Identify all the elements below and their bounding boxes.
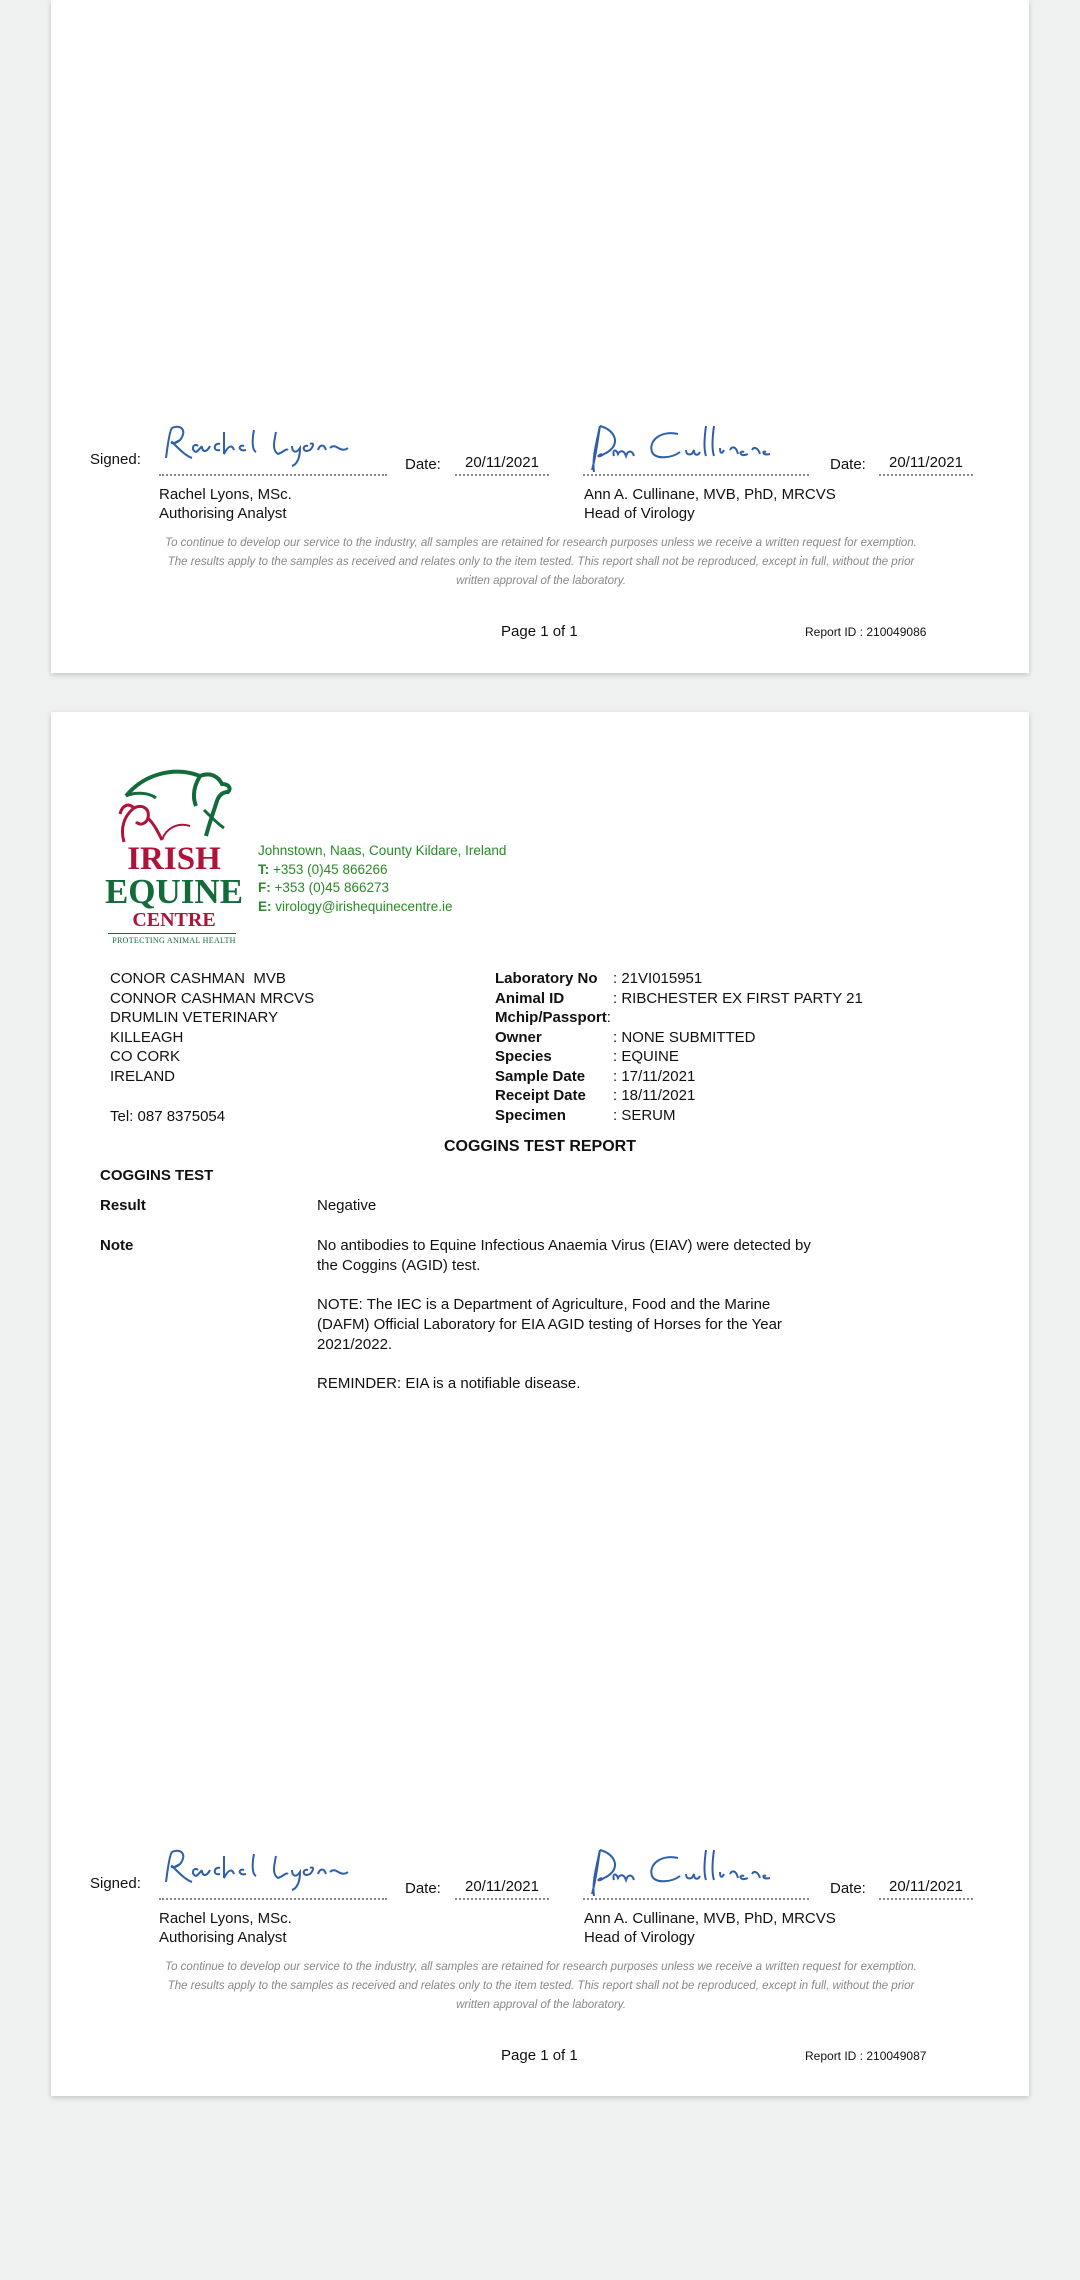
date-label: Date: — [405, 456, 441, 473]
signer-2-name: Ann A. Cullinane, MVB, PhD, MRCVS — [584, 486, 836, 503]
date-label: Date: — [405, 1880, 441, 1897]
field-label: Sample Date — [495, 1067, 586, 1085]
note-line: NOTE: The IEC is a Department of Agriculture, Food and the Marine — [317, 1296, 771, 1313]
field-label: Specimen — [495, 1106, 566, 1124]
signature-date-2: 20/11/2021 — [889, 1878, 963, 1895]
note-label: Note — [100, 1237, 134, 1254]
disclaimer-line-1: To continue to develop our service to the industry, all samples are retained for research purposes unless we receive a written request for exemption. — [165, 537, 917, 549]
signature-ann-cullinane — [582, 1844, 792, 1899]
signature-date-1: 20/11/2021 — [465, 1878, 539, 1895]
recipient-line: IRELAND — [110, 1067, 176, 1085]
disclaimer-line-3: written approval of the laboratory. — [456, 1999, 626, 2011]
disclaimer — [141, 1958, 941, 2015]
sample-info-row — [495, 1028, 863, 1048]
fax-label: F: — [258, 880, 271, 895]
date-line-2 — [879, 1898, 973, 1900]
sample-info-row — [495, 989, 863, 1009]
signed-label: Signed: — [90, 451, 141, 468]
disclaimer-line-3: written approval of the laboratory. — [456, 575, 626, 587]
phone-label: T: — [258, 861, 270, 877]
logo-tagline: PROTECTING ANIMAL HEALTH — [112, 936, 236, 945]
sample-info-row — [495, 1086, 863, 1106]
disclaimer-line-2: The results apply to the samples as received and relates only to the item tested. This report shall not be reproduced, except in full, without the prior — [167, 556, 915, 568]
signer-2-block — [584, 1909, 836, 1947]
signer-1-title: Authorising Analyst — [159, 505, 287, 522]
logo-equine: EQUINE — [104, 872, 244, 911]
page-number: Page 1 of 1 — [501, 623, 578, 640]
field-label: Laboratory No — [495, 970, 598, 987]
report-id: Report ID : 210049086 — [805, 625, 927, 639]
date-line-2 — [879, 474, 973, 476]
irish-equine-centre-logo — [104, 762, 244, 962]
logo-centre: CENTRE — [132, 909, 216, 931]
logo-divider — [108, 933, 236, 934]
report-page-2 — [51, 712, 1029, 2096]
signed-label: Signed: — [90, 1875, 141, 1892]
field-label: Species — [495, 1048, 552, 1065]
result-value: Negative — [317, 1197, 377, 1214]
signer-1-block — [159, 1909, 292, 1947]
sample-info-row — [495, 1067, 863, 1087]
field-value: : NONE SUBMITTED — [613, 1028, 756, 1046]
sample-info — [495, 969, 863, 1125]
recipient-line: DRUMLIN VETERINARY — [110, 1009, 279, 1026]
report-title: COGGINS TEST REPORT — [443, 1138, 636, 1155]
signer-1-title: Authorising Analyst — [159, 1929, 287, 1946]
note-text — [317, 1236, 877, 1394]
field-value: : SERUM — [613, 1106, 676, 1124]
contact-address: Johnstown, Naas, County Kildare, Ireland — [258, 843, 507, 858]
recipient-address — [110, 969, 314, 1086]
field-value: : 21VI015951 — [613, 970, 703, 987]
contact-block — [258, 842, 506, 916]
date-line-1 — [455, 474, 549, 476]
field-label: Mchip/Passport — [495, 1009, 607, 1026]
date-label: Date: — [830, 456, 866, 473]
signer-1-block — [159, 485, 292, 523]
sample-info-row — [495, 969, 863, 989]
signature-rachel-lyons — [158, 1844, 358, 1894]
field-value: : EQUINE — [613, 1048, 679, 1065]
recipient-line: CONNOR CASHMAN MRCVS — [110, 989, 315, 1007]
signer-1-name: Rachel Lyons, MSc. — [159, 1910, 292, 1927]
report-id: Report ID : 210049087 — [805, 2049, 927, 2063]
signature-line-2 — [583, 474, 809, 476]
recipient-tel: Tel: 087 8375054 — [110, 1108, 226, 1125]
note-line: No antibodies to Equine Infectious Anaemia Virus (EIAV) were detected by — [317, 1237, 811, 1254]
phone-number: +353 (0)45 866266 — [273, 861, 388, 877]
signer-2-name: Ann A. Cullinane, MVB, PhD, MRCVS — [584, 1910, 836, 1927]
sample-info-row — [495, 1008, 863, 1028]
field-label: Animal ID — [495, 989, 565, 1007]
email-address: virology@irishequinecentre.ie — [275, 898, 453, 914]
date-line-1 — [455, 1898, 549, 1900]
signer-2-block — [584, 485, 836, 523]
field-label: Owner — [495, 1028, 542, 1046]
signer-2-title: Head of Virology — [584, 1929, 695, 1946]
note-line: REMINDER: EIA is a notifiable disease. — [317, 1375, 581, 1392]
note-line: (DAFM) Official Laboratory for EIA AGID testing of Horses for the Year — [317, 1316, 782, 1333]
report-page-1 — [51, 0, 1029, 673]
signature-date-1: 20/11/2021 — [465, 454, 539, 471]
field-value: : 18/11/2021 — [613, 1087, 696, 1104]
signature-rachel-lyons — [158, 420, 358, 470]
note-line: 2021/2022. — [317, 1336, 393, 1353]
sample-info-row — [495, 1047, 863, 1067]
signature-date-2: 20/11/2021 — [889, 454, 963, 471]
signature-line-1 — [159, 1898, 387, 1900]
field-value: : — [606, 1009, 611, 1026]
disclaimer — [141, 534, 941, 591]
recipient-line: CO CORK — [110, 1048, 181, 1065]
field-label: Receipt Date — [495, 1087, 586, 1104]
signature-ann-cullinane — [582, 420, 792, 475]
horse-logo-icon — [104, 762, 244, 852]
signature-line-2 — [583, 1898, 809, 1900]
note-line: the Coggins (AGID) test. — [317, 1257, 481, 1274]
date-label: Date: — [830, 1880, 866, 1897]
disclaimer-line-2: The results apply to the samples as received and relates only to the item tested. This report shall not be reproduced, except in full, without the prior — [167, 1980, 915, 1992]
field-value: : 17/11/2021 — [613, 1067, 696, 1085]
recipient-line: KILLEAGH — [110, 1028, 184, 1046]
fax-number: +353 (0)45 866273 — [274, 880, 389, 895]
signature-line-1 — [159, 474, 387, 476]
recipient-line: CONOR CASHMAN MVB — [110, 970, 286, 987]
logo-irish: IRISH — [127, 841, 221, 877]
signer-2-title: Head of Virology — [584, 505, 695, 522]
result-label: Result — [100, 1197, 146, 1214]
signer-1-name: Rachel Lyons, MSc. — [159, 486, 292, 503]
sample-info-row — [495, 1106, 863, 1126]
test-name: COGGINS TEST — [100, 1167, 214, 1184]
field-value: : RIBCHESTER EX FIRST PARTY 21 — [613, 989, 863, 1007]
email-label: E: — [258, 898, 272, 914]
page-number: Page 1 of 1 — [501, 2047, 578, 2064]
disclaimer-line-1: To continue to develop our service to the industry, all samples are retained for research purposes unless we receive a written request for exemption. — [165, 1961, 917, 1973]
